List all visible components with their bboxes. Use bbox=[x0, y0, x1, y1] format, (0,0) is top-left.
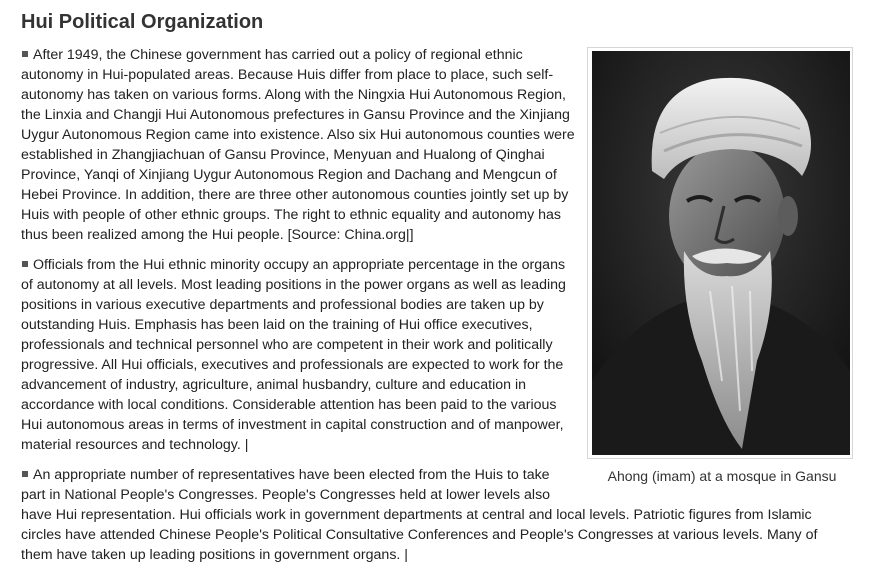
imam-photo bbox=[592, 51, 850, 455]
paragraph-text: After 1949, the Chinese government has carried out a policy of regional ethnic autonomy in Hui-populated areas. Because Huis differ from place to place, such self-autonomy has taken on various forms. Along with the Ningxia Hui Autonomous Region, the Linxia and Changji Hui Autonomous prefectures in Gansu Province and the Xinjiang Uygur Autonomous Region came into existence. Also six Hui autonomous counties were established in Zhangjiachuan of Gansu Province, Menyuan and Hualong of Qinghai Province, Yanqi of Xinjiang Uygur Autonomous Region and Dachang and Mengcun of Hebei Province. In addition, there are three other autonomous counties jointly set up by Huis with people of other ethnic groups. The right to ethnic equality and autonomy has thus been realized among the Hui people. [Source: China.org|] bbox=[21, 47, 575, 243]
page-title: Hui Political Organization bbox=[21, 11, 264, 33]
square-bullet-icon bbox=[22, 261, 28, 267]
photo-figure bbox=[587, 47, 857, 485]
photo-caption: Ahong (imam) at a mosque in Gansu bbox=[607, 468, 837, 484]
square-bullet-icon bbox=[22, 471, 28, 477]
article-body bbox=[21, 45, 851, 575]
paragraph-text: Officials from the Hui ethnic minority occupy an appropriate percentage in the organs of autonomy at all levels. Most leading positions in the power organs as well as leading positions in various executive departments and professional bodies are taken up by outstanding Huis. Emphasis has been laid on the training of Hui office executives, professionals and technical personnel who are competent in their work and politically progressive. All Hui officials, executives and professionals are expected to work for the advancement of industry, agriculture, animal husbandry, culture and education in accordance with local conditions. Considerable attention has been paid to the various Hui autonomous areas in terms of investment in capital construction and of manpower, material resources and technology. | bbox=[21, 257, 566, 453]
photo-frame bbox=[587, 47, 853, 459]
square-bullet-icon bbox=[22, 51, 28, 57]
paragraph-text: An appropriate number of representatives have been elected from the Huis to take part in National People's Congresses. People's Congresses held at lower levels also have Hui representation. Hui officials work in government departments at central and local levels. Patriotic figures from Islamic circles have attended Chinese People's Political Consultative Conferences and People's Congresses at various levels. Many of them have taken up leading positions in government organs. | bbox=[21, 467, 818, 563]
